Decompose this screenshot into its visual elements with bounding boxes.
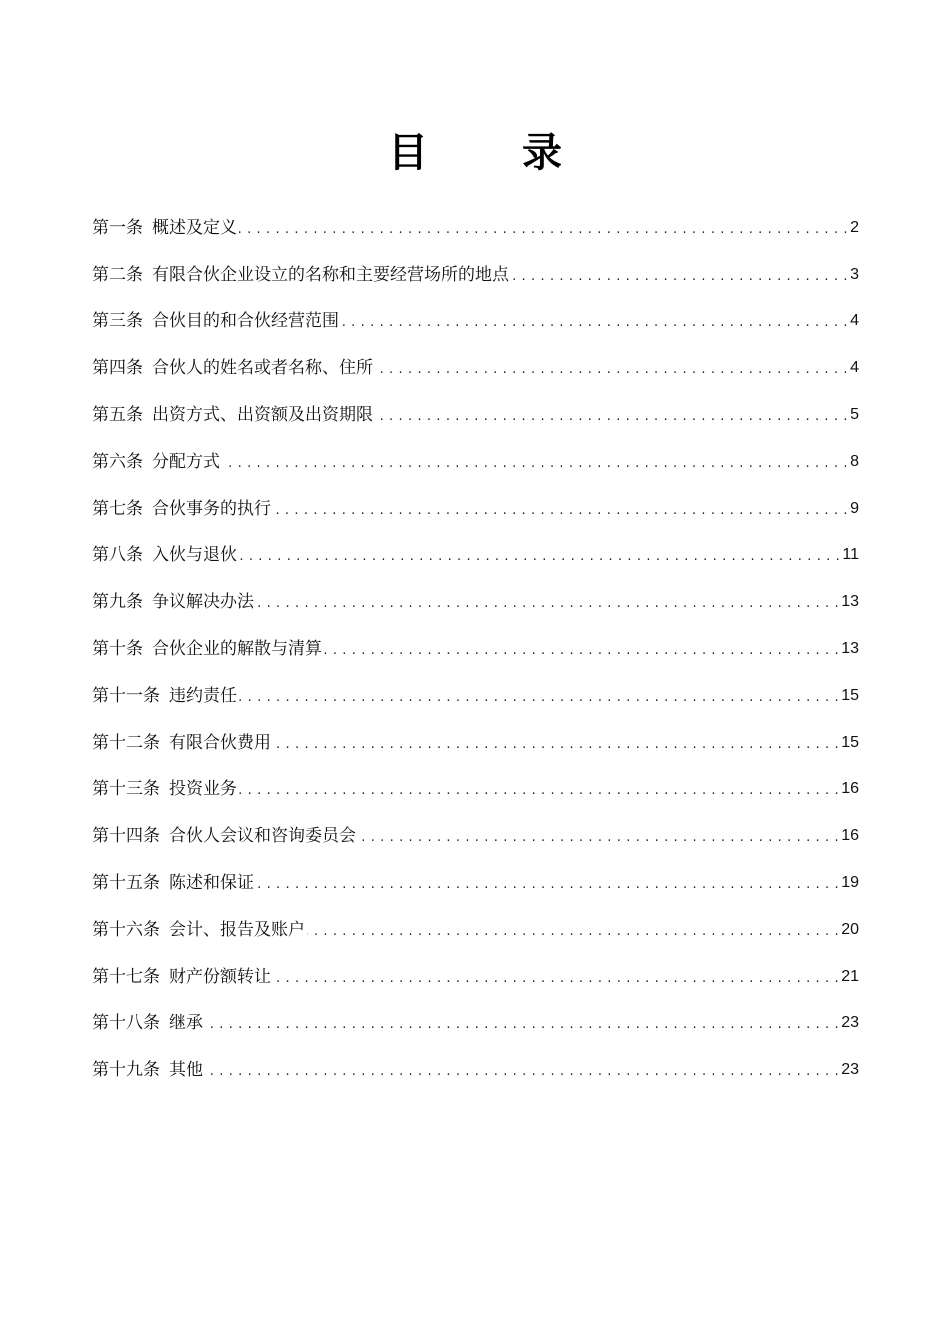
toc-entry-label: 陈述和保证 (169, 872, 254, 893)
toc-dot-leader (239, 684, 839, 708)
toc-entry-label: 争议解决办法 (152, 592, 254, 613)
toc-dot-leader (239, 777, 839, 801)
toc-entry-number: 第十条 (92, 638, 143, 659)
toc-dot-leader (256, 590, 839, 614)
toc-entry-number: 第七条 (92, 498, 143, 519)
toc-entry-page: 19 (841, 873, 859, 891)
toc-entry-page: 23 (841, 1061, 859, 1079)
toc-entry-label: 有限合伙企业设立的名称和主要经营场所的地点 (152, 264, 509, 285)
toc-entry[interactable] (92, 895, 859, 942)
toc-entry-number: 第八条 (92, 545, 143, 566)
toc-entry[interactable] (92, 708, 859, 755)
toc-entry-number: 第六条 (92, 451, 143, 472)
toc-entry[interactable] (92, 661, 859, 708)
toc-dot-leader (358, 824, 839, 848)
toc-entry-page: 9 (850, 499, 859, 517)
toc-entry-page: 16 (841, 827, 859, 845)
toc-entry-label: 概述及定义 (152, 217, 237, 238)
table-of-contents (92, 193, 859, 1082)
toc-entry[interactable] (92, 614, 859, 661)
toc-entry-page: 20 (841, 920, 859, 938)
toc-entry[interactable] (92, 427, 859, 474)
toc-dot-leader (307, 918, 839, 942)
toc-entry[interactable] (92, 942, 859, 989)
toc-entry-number: 第三条 (92, 311, 143, 332)
toc-entry-label: 分配方式 (152, 451, 220, 472)
toc-entry-number: 第一条 (92, 217, 143, 238)
toc-entry-page: 5 (850, 405, 859, 423)
toc-entry-label: 合伙企业的解散与清算 (152, 638, 322, 659)
toc-entry[interactable] (92, 848, 859, 895)
toc-entry-number: 第十五条 (92, 872, 160, 893)
toc-entry[interactable] (92, 333, 859, 380)
toc-entry-number: 第十一条 (92, 685, 160, 706)
toc-entry-label: 合伙人会议和咨询委员会 (169, 826, 356, 847)
toc-entry-number: 第十六条 (92, 919, 160, 940)
toc-entry-number: 第十七条 (92, 966, 160, 987)
toc-entry-page: 15 (841, 686, 859, 704)
toc-entry-label: 合伙目的和合伙经营范围 (152, 311, 339, 332)
toc-dot-leader (205, 1011, 839, 1035)
toc-entry[interactable] (92, 801, 859, 848)
toc-entry-page: 3 (850, 265, 859, 283)
toc-entry-number: 第十三条 (92, 779, 160, 800)
toc-dot-leader (511, 263, 848, 287)
toc-entry-label: 财产份额转让 (169, 966, 271, 987)
toc-entry[interactable] (92, 474, 859, 521)
toc-entry-page: 4 (850, 359, 859, 377)
toc-entry-page: 16 (841, 780, 859, 798)
toc-entry-page: 2 (850, 218, 859, 236)
page-title: 目 录 (388, 128, 602, 176)
toc-entry-label: 会计、报告及账户 (169, 919, 305, 940)
toc-dot-leader (273, 965, 839, 989)
toc-entry-number: 第十八条 (92, 1013, 160, 1034)
toc-dot-leader (239, 543, 840, 567)
toc-dot-leader (205, 1058, 839, 1082)
toc-entry-page: 23 (841, 1014, 859, 1032)
toc-entry-number: 第二条 (92, 264, 143, 285)
toc-dot-leader (273, 497, 848, 521)
toc-entry-label: 合伙事务的执行 (152, 498, 271, 519)
toc-dot-leader (341, 309, 848, 333)
toc-entry-label: 合伙人的姓名或者名称、住所 (152, 358, 373, 379)
toc-entry-page: 8 (850, 452, 859, 470)
toc-entry-number: 第四条 (92, 358, 143, 379)
toc-entry-page: 4 (850, 312, 859, 330)
toc-entry[interactable] (92, 240, 859, 287)
toc-entry-page: 21 (841, 967, 859, 985)
toc-entry[interactable] (92, 989, 859, 1036)
toc-entry[interactable] (92, 193, 859, 240)
toc-entry-label: 继承 (169, 1013, 203, 1034)
toc-entry-page: 15 (841, 733, 859, 751)
toc-entry-label: 其他 (169, 1060, 203, 1081)
toc-entry[interactable] (92, 287, 859, 334)
toc-entry[interactable] (92, 1035, 859, 1082)
toc-dot-leader (375, 403, 848, 427)
toc-dot-leader (324, 637, 839, 661)
toc-dot-leader (375, 356, 848, 380)
toc-entry-label: 投资业务 (169, 779, 237, 800)
toc-entry[interactable] (92, 380, 859, 427)
toc-entry-number: 第九条 (92, 592, 143, 613)
toc-entry-number: 第十二条 (92, 732, 160, 753)
toc-entry-label: 违约责任 (169, 685, 237, 706)
toc-entry-label: 出资方式、出资额及出资期限 (152, 404, 373, 425)
toc-entry-number: 第十四条 (92, 826, 160, 847)
toc-entry-number: 第五条 (92, 404, 143, 425)
toc-entry-page: 11 (842, 546, 859, 564)
toc-entry-label: 有限合伙费用 (169, 732, 271, 753)
toc-entry-page: 13 (841, 593, 859, 611)
toc-entry[interactable] (92, 755, 859, 802)
toc-entry-label: 入伙与退伙 (152, 545, 237, 566)
toc-entry-page: 13 (841, 639, 859, 657)
toc-dot-leader (256, 871, 839, 895)
toc-dot-leader (239, 216, 848, 240)
toc-dot-leader (222, 450, 848, 474)
toc-entry[interactable] (92, 567, 859, 614)
toc-entry-number: 第十九条 (92, 1060, 160, 1081)
toc-dot-leader (273, 731, 839, 755)
toc-entry[interactable] (92, 521, 859, 568)
